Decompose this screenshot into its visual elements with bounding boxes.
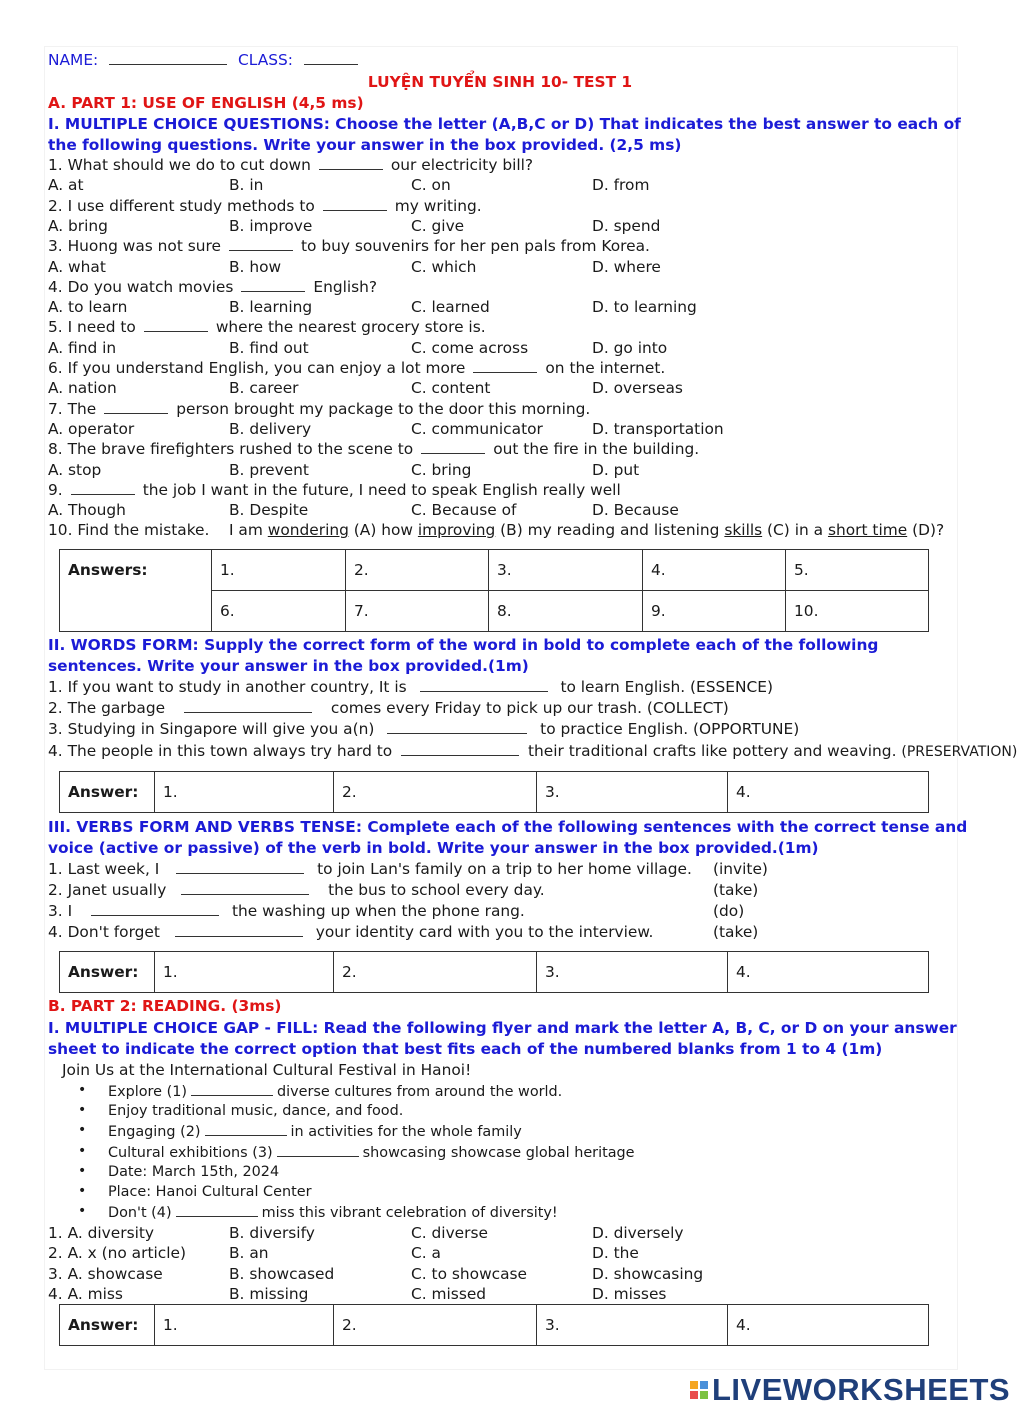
name-label: NAME: — [48, 51, 99, 69]
flyer-bullet-1: Explore (1) diverse cultures from around the world. — [108, 1081, 562, 1102]
reading-q4-option-a[interactable]: 4. A. miss — [48, 1284, 123, 1303]
answer-cell-1[interactable]: 1. — [155, 772, 334, 813]
answer-cell-2[interactable]: 2. — [334, 952, 537, 993]
q10-text: (C) in a — [767, 521, 824, 539]
class-label: CLASS: — [238, 51, 293, 69]
question-8-option-b[interactable]: B. prevent — [229, 460, 309, 479]
q10-text: (B) my reading and listening — [500, 521, 720, 539]
verb-item-1: 1. Last week, I to join Lan's family on a trip to her home village. — [48, 860, 692, 878]
answer-cell-3[interactable]: 3. — [537, 772, 728, 813]
part-b-instruction-line1: I. MULTIPLE CHOICE GAP - FILL: Read the following flyer and mark the letter A, B, C, or D on your answer — [48, 1019, 957, 1037]
answer-cell-10[interactable]: 10. — [786, 591, 929, 632]
verb-item-4: 4. Don't forget your identity card with you to the interview. — [48, 923, 654, 941]
reading-q4-option-d[interactable]: D. misses — [592, 1284, 667, 1303]
answers-table-reading — [59, 1304, 929, 1346]
q10-option-b[interactable]: improving — [417, 521, 496, 539]
question-3: 3. Huong was not sure to buy souvenirs for her pen pals from Korea. — [48, 237, 650, 256]
question-4-option-d[interactable]: D. to learning — [592, 298, 697, 317]
answer-cell-2[interactable]: 2. — [346, 550, 489, 591]
question-5-option-a[interactable]: A. find in — [48, 338, 117, 357]
question-2-option-b[interactable]: B. improve — [229, 216, 313, 235]
blank-input[interactable] — [387, 719, 527, 734]
question-4-option-b[interactable]: B. learning — [229, 298, 313, 317]
question-7-option-d[interactable]: D. transportation — [592, 419, 724, 438]
blank-input[interactable] — [91, 901, 219, 916]
bullet-dot: • — [78, 1203, 87, 1220]
flyer-bullet-7: Don't (4) miss this vibrant celebration of diversity! — [108, 1202, 558, 1223]
question-1: 1. What should we do to cut down our electricity bill? — [48, 156, 534, 174]
question-9-option-d[interactable]: D. Because — [592, 501, 679, 520]
section2-instruction-line2: sentences. Write your answer in the box provided.(1m) — [48, 657, 529, 675]
answers-table-section3 — [59, 951, 929, 993]
question-6-option-a[interactable]: A. nation — [48, 379, 117, 398]
blank-input[interactable] — [229, 236, 293, 251]
answer-cell-7[interactable]: 7. — [346, 591, 489, 632]
answer-cell-6[interactable]: 6. — [212, 591, 346, 632]
word-form-item-1: 1. If you want to study in another country, It is to learn English. (ESSENCE) — [48, 678, 773, 696]
blank-input[interactable] — [401, 741, 519, 756]
bullet-dot: • — [78, 1122, 87, 1139]
logo-icon — [690, 1381, 708, 1399]
q10-text: (D)? — [912, 521, 945, 539]
section3-instruction-line2: voice (active or passive) of the verb in bold. Write your answer in the box provided.(1m) — [48, 839, 819, 857]
answer-cell-1[interactable]: 1. — [212, 550, 346, 591]
section2-instruction-line1: II. WORDS FORM: Supply the correct form of the word in bold to complete each of the following — [48, 636, 879, 654]
blank-input[interactable] — [184, 698, 312, 713]
question-1-option-c[interactable]: C. on — [411, 176, 451, 195]
reading-q1-option-a[interactable]: 1. A. diversity — [48, 1224, 155, 1242]
name-class-row — [48, 50, 358, 70]
question-9-option-b[interactable]: B. Despite — [229, 501, 309, 520]
q10-option-a[interactable]: wondering — [267, 521, 349, 539]
answer-cell-5[interactable]: 5. — [786, 550, 929, 591]
question-5-option-b[interactable]: B. find out — [229, 338, 309, 357]
blank-input[interactable] — [241, 277, 305, 292]
liveworksheets-logo — [690, 1372, 1010, 1408]
verb-item-3: 3. I the washing up when the phone rang. — [48, 902, 525, 920]
blank-input[interactable] — [319, 155, 383, 170]
q10-text: (A) how — [353, 521, 413, 539]
question-9: 9. the job I want in the future, I need to speak English really well — [48, 480, 621, 499]
blank-input[interactable] — [421, 439, 485, 454]
question-5: 5. I need to where the nearest grocery store is. — [48, 318, 486, 337]
question-8-option-d[interactable]: D. put — [592, 460, 640, 479]
reading-q1-option-c[interactable]: C. diverse — [411, 1224, 488, 1242]
verb-hint-3: (do) — [713, 902, 745, 920]
question-6-option-c[interactable]: C. content — [411, 379, 491, 398]
logo-text: LIVEWORKSHEETS — [712, 1372, 1011, 1407]
section1-instruction-line2: the following questions. Write your answer in the box provided. (2,5 ms) — [48, 136, 682, 154]
question-5-option-d[interactable]: D. go into — [592, 338, 668, 357]
name-input-line[interactable] — [109, 50, 227, 65]
reading-q3-option-b[interactable]: B. showcased — [229, 1264, 335, 1283]
answer-cell-1[interactable]: 1. — [155, 1305, 334, 1346]
answer-label: Answer: — [60, 1305, 155, 1346]
blank-input[interactable] — [71, 480, 135, 495]
question-10 — [48, 520, 944, 540]
q10-text: I am — [229, 521, 263, 539]
part-b-instruction-line2: sheet to indicate the correct option that best fits each of the numbered blanks from 1 to 4 (1m) — [48, 1040, 883, 1058]
part-b-heading: B. PART 2: READING. (3ms) — [48, 997, 282, 1015]
verb-item-2: 2. Janet usually the bus to school every day. — [48, 881, 545, 899]
question-6-option-d[interactable]: D. overseas — [592, 379, 683, 398]
blank-input[interactable] — [175, 922, 303, 937]
reading-q3-option-d[interactable]: D. showcasing — [592, 1264, 704, 1283]
bullet-dot: • — [78, 1102, 87, 1119]
blank-input[interactable] — [473, 358, 537, 373]
q10-option-c[interactable]: skills — [724, 521, 763, 539]
verb-hint-4: (take) — [713, 923, 759, 941]
blank-input[interactable] — [181, 880, 309, 895]
blank-input[interactable] — [176, 1202, 258, 1217]
bullet-dot: • — [78, 1162, 87, 1179]
question-5-option-c[interactable]: C. come across — [411, 338, 529, 357]
word-form-item-2: 2. The garbage comes every Friday to pick up our trash. (COLLECT) — [48, 699, 729, 717]
answer-label: Answer: — [60, 952, 155, 993]
blank-input[interactable] — [420, 677, 548, 692]
question-3-option-c[interactable]: C. which — [411, 257, 477, 276]
question-7-option-c[interactable]: C. communicator — [411, 419, 543, 438]
question-6-option-b[interactable]: B. career — [229, 379, 299, 398]
question-4-option-c[interactable]: C. learned — [411, 298, 490, 317]
question-7-option-a[interactable]: A. operator — [48, 419, 135, 438]
blank-input[interactable] — [144, 317, 208, 332]
answer-cell-3[interactable]: 3. — [537, 952, 728, 993]
reading-q1-option-d[interactable]: D. diversely — [592, 1224, 684, 1242]
answer-cell-4[interactable]: 4. — [728, 1305, 929, 1346]
question-2: 2. I use different study methods to my writing. — [48, 196, 482, 215]
answers-label: Answers: — [60, 550, 212, 632]
question-7: 7. The person brought my package to the door this morning. — [48, 399, 591, 418]
question-8-option-c[interactable]: C. bring — [411, 460, 472, 479]
answer-cell-2[interactable]: 2. — [334, 772, 537, 813]
question-1-option-b[interactable]: B. in — [229, 176, 264, 195]
q10-option-d[interactable]: short time — [827, 521, 908, 539]
question-9-option-a[interactable]: A. Though — [48, 501, 126, 520]
question-2-option-d[interactable]: D. spend — [592, 216, 661, 235]
flyer-bullet-5: Date: March 15th, 2024 — [108, 1163, 280, 1180]
word-form-item-4: 4. The people in this town always try hard to their traditional crafts like pottery and weaving. (PRESERVATION) — [48, 742, 1017, 760]
reading-q2-option-a[interactable]: 2. A. x (no article) — [48, 1244, 186, 1263]
word-form-item-3: 3. Studying in Singapore will give you a(n) to practice English. (OPPORTUNE) — [48, 720, 800, 738]
flyer-title: Join Us at the International Cultural Festival in Hanoi! — [62, 1061, 472, 1079]
blank-input[interactable] — [191, 1081, 273, 1096]
flyer-bullet-2: Enjoy traditional music, dance, and food. — [108, 1103, 404, 1120]
page-title: LUYỆN TUYỂN SINH 10- TEST 1 — [367, 73, 633, 91]
question-7-option-b[interactable]: B. delivery — [229, 419, 312, 438]
question-4-option-a[interactable]: A. to learn — [48, 298, 128, 317]
part-a-heading: A. PART 1: USE OF ENGLISH (4,5 ms) — [48, 94, 364, 112]
reading-q4-option-b[interactable]: B. missing — [229, 1284, 309, 1303]
verb-hint-2: (take) — [713, 881, 759, 899]
blank-input[interactable] — [176, 859, 304, 874]
section1-instruction-line1: I. MULTIPLE CHOICE QUESTIONS: Choose the letter (A,B,C or D) That indicates the best answer to each of — [48, 115, 961, 133]
bullet-dot: • — [78, 1183, 87, 1199]
flyer-bullet-3: Engaging (2) in activities for the whole family — [108, 1121, 522, 1142]
reading-q2-option-c[interactable]: C. a — [411, 1244, 441, 1263]
reading-q2-option-b[interactable]: B. an — [229, 1244, 269, 1263]
question-9-option-c[interactable]: C. Because of — [411, 501, 517, 520]
bullet-dot: • — [78, 1082, 87, 1098]
class-input-line[interactable] — [304, 50, 358, 65]
flyer-bullet-6: Place: Hanoi Cultural Center — [108, 1184, 312, 1200]
blank-input[interactable] — [104, 399, 168, 414]
reading-q3-option-c[interactable]: C. to showcase — [411, 1264, 528, 1283]
blank-input[interactable] — [205, 1121, 287, 1136]
q10-label: 10. Find the mistake. — [48, 521, 210, 539]
question-3-option-d[interactable]: D. where — [592, 257, 661, 276]
answer-cell-3[interactable]: 3. — [537, 1305, 728, 1346]
verb-hint-1: (invite) — [713, 860, 768, 878]
section3-instruction-line1: III. VERBS FORM AND VERBS TENSE: Complete each of the following sentences with the correct tense and — [48, 818, 968, 836]
answer-cell-3[interactable]: 3. — [489, 550, 643, 591]
question-1-option-d[interactable]: D. from — [592, 176, 650, 195]
answers-table-section2 — [59, 771, 929, 813]
reading-q3-option-a[interactable]: 3. A. showcase — [48, 1264, 163, 1283]
answer-cell-8[interactable]: 8. — [489, 591, 643, 632]
answer-cell-4[interactable]: 4. — [643, 550, 786, 591]
answer-label: Answer: — [60, 772, 155, 813]
question-8-option-a[interactable]: A. stop — [48, 460, 102, 479]
answer-cell-9[interactable]: 9. — [643, 591, 786, 632]
reading-q1-option-b[interactable]: B. diversify — [229, 1224, 315, 1242]
question-2-option-c[interactable]: C. give — [411, 216, 465, 235]
flyer-bullet-4: Cultural exhibitions (3) showcasing showcase global heritage — [108, 1142, 635, 1163]
answer-cell-2[interactable]: 2. — [334, 1305, 537, 1346]
blank-input[interactable] — [323, 196, 387, 211]
question-2-option-a[interactable]: A. bring — [48, 216, 108, 235]
question-6: 6. If you understand English, you can enjoy a lot more on the internet. — [48, 359, 666, 377]
answer-cell-4[interactable]: 4. — [728, 952, 929, 993]
blank-input[interactable] — [277, 1142, 359, 1157]
question-4: 4. Do you watch movies English? — [48, 277, 378, 296]
answer-cell-1[interactable]: 1. — [155, 952, 334, 993]
answers-table-section1 — [59, 549, 929, 632]
answer-cell-4[interactable]: 4. — [728, 772, 929, 813]
question-8: 8. The brave firefighters rushed to the scene to out the fire in the building. — [48, 440, 700, 459]
question-3-option-b[interactable]: B. how — [229, 257, 282, 276]
bullet-dot: • — [78, 1142, 87, 1159]
reading-q4-option-c[interactable]: C. missed — [411, 1284, 487, 1303]
reading-q2-option-d[interactable]: D. the — [592, 1244, 639, 1263]
question-1-option-a[interactable]: A. at — [48, 176, 84, 195]
question-3-option-a[interactable]: A. what — [48, 257, 106, 276]
